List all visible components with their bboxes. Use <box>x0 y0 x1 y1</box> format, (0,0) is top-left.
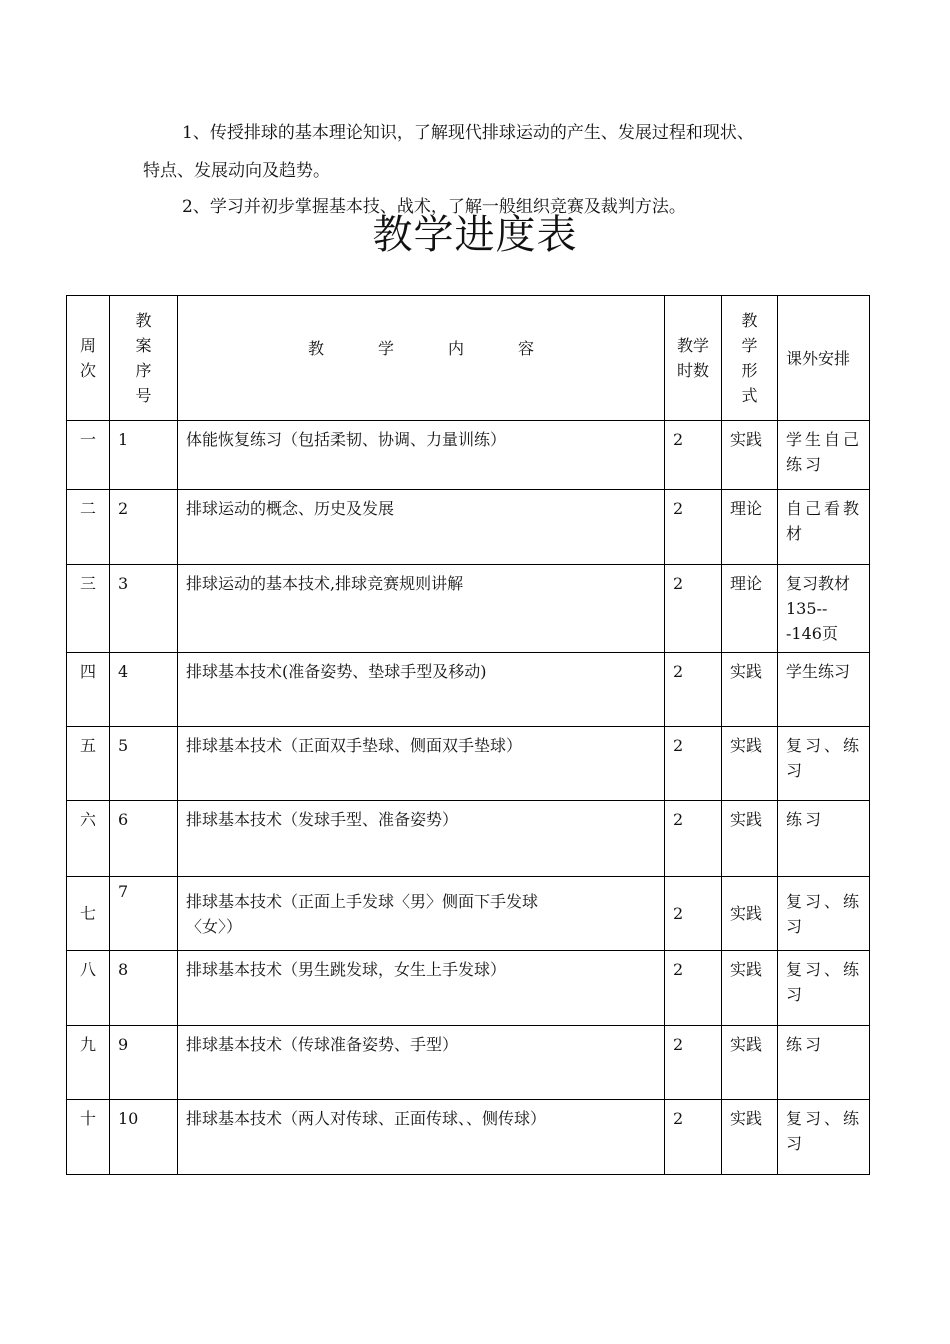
extracurricular-cell: 自己看教材 <box>778 490 870 565</box>
lesson-number-cell: 4 <box>110 653 178 727</box>
header-extracurricular: 课外安排 <box>778 296 870 421</box>
extracurricular-cell: 复习教材135---146页 <box>778 565 870 653</box>
content-cell: 排球运动的概念、历史及发展 <box>178 490 665 565</box>
extracurricular-cell: 学生练习 <box>778 653 870 727</box>
form-cell: 实践 <box>722 727 778 801</box>
extracurricular-cell: 复习、练习 <box>778 727 870 801</box>
extracurricular-cell: 学生自己练习 <box>778 421 870 490</box>
form-cell: 实践 <box>722 877 778 951</box>
week-cell: 八 <box>67 951 110 1026</box>
content-cell: 排球基本技术（两人对传球、正面传球、、侧传球） <box>178 1100 665 1175</box>
hours-cell: 2 <box>665 727 722 801</box>
lesson-number-cell: 6 <box>110 801 178 877</box>
schedule-table <box>66 295 870 1175</box>
objective-2: 2、学习并初步掌握基本技、战术，了解一般组织竞赛及裁判方法。 <box>182 197 686 217</box>
lesson-number-cell: 10 <box>110 1100 178 1175</box>
header-content: 教 学 内 容 <box>178 296 665 421</box>
hours-cell: 2 <box>665 490 722 565</box>
form-cell: 实践 <box>722 1100 778 1175</box>
content-cell: 排球基本技术(准备姿势、垫球手型及移动) <box>178 653 665 727</box>
table-row <box>67 877 870 951</box>
form-cell: 实践 <box>722 801 778 877</box>
content-cell: 排球基本技术（男生跳发球，女生上手发球） <box>178 951 665 1026</box>
content-cell: 排球运动的基本技术,排球竞赛规则讲解 <box>178 565 665 653</box>
lesson-number-cell: 5 <box>110 727 178 801</box>
header-row <box>67 296 870 421</box>
week-cell: 六 <box>67 801 110 877</box>
table-row <box>67 490 870 565</box>
week-cell: 三 <box>67 565 110 653</box>
header-form: 教 学 形 式 <box>722 296 778 421</box>
header-lesson-number: 教 案 序 号 <box>110 296 178 421</box>
form-cell: 实践 <box>722 653 778 727</box>
objective-1 <box>0 121 950 183</box>
content-cell: 排球基本技术（正面双手垫球、侧面双手垫球） <box>178 727 665 801</box>
lesson-number-cell: 1 <box>110 421 178 490</box>
hours-cell: 2 <box>665 1026 722 1100</box>
content-cell: 排球基本技术（正面上手发球〈男〉侧面下手发球〈女〉） <box>178 877 665 951</box>
week-cell: 七 <box>67 877 110 951</box>
week-cell: 四 <box>67 653 110 727</box>
table-row <box>67 801 870 877</box>
table-row <box>67 727 870 801</box>
form-cell: 理论 <box>722 490 778 565</box>
objective-1-line-1: 1、传授排球的基本理论知识，了解现代排球运动的产生、发展过程和现状、 <box>182 123 754 143</box>
week-cell: 九 <box>67 1026 110 1100</box>
lesson-number-cell: 7 <box>110 877 178 951</box>
lesson-number-cell: 9 <box>110 1026 178 1100</box>
week-cell: 一 <box>67 421 110 490</box>
table-row <box>67 951 870 1026</box>
form-cell: 实践 <box>722 951 778 1026</box>
week-cell: 二 <box>67 490 110 565</box>
extracurricular-cell: 练习 <box>778 801 870 877</box>
hours-cell: 2 <box>665 951 722 1026</box>
header-hours: 教学 时数 <box>665 296 722 421</box>
hours-cell: 2 <box>665 877 722 951</box>
lesson-number-cell: 3 <box>110 565 178 653</box>
content-cell: 体能恢复练习（包括柔韧、协调、力量训练） <box>178 421 665 490</box>
content-cell: 排球基本技术（传球准备姿势、手型） <box>178 1026 665 1100</box>
extracurricular-cell: 复习、练习 <box>778 877 870 951</box>
table-row <box>67 565 870 653</box>
objective-1-line-2: 特点、发展动向及趋势。 <box>143 161 330 181</box>
hours-cell: 2 <box>665 1100 722 1175</box>
form-cell: 实践 <box>722 1026 778 1100</box>
week-cell: 十 <box>67 1100 110 1175</box>
extracurricular-cell: 练习 <box>778 1026 870 1100</box>
hours-cell: 2 <box>665 421 722 490</box>
content-cell: 排球基本技术（发球手型、准备姿势） <box>178 801 665 877</box>
table-row <box>67 653 870 727</box>
lesson-number-cell: 2 <box>110 490 178 565</box>
form-cell: 理论 <box>722 565 778 653</box>
lesson-number-cell: 8 <box>110 951 178 1026</box>
form-cell: 实践 <box>722 421 778 490</box>
hours-cell: 2 <box>665 653 722 727</box>
header-week: 周 次 <box>67 296 110 421</box>
table-row <box>67 1100 870 1175</box>
table-row <box>67 421 870 490</box>
week-cell: 五 <box>67 727 110 801</box>
extracurricular-cell: 复习、练习 <box>778 1100 870 1175</box>
extracurricular-cell: 复习、练习 <box>778 951 870 1026</box>
hours-cell: 2 <box>665 801 722 877</box>
hours-cell: 2 <box>665 565 722 653</box>
table-row <box>67 1026 870 1100</box>
page-title: 教学进度表 <box>372 212 578 258</box>
